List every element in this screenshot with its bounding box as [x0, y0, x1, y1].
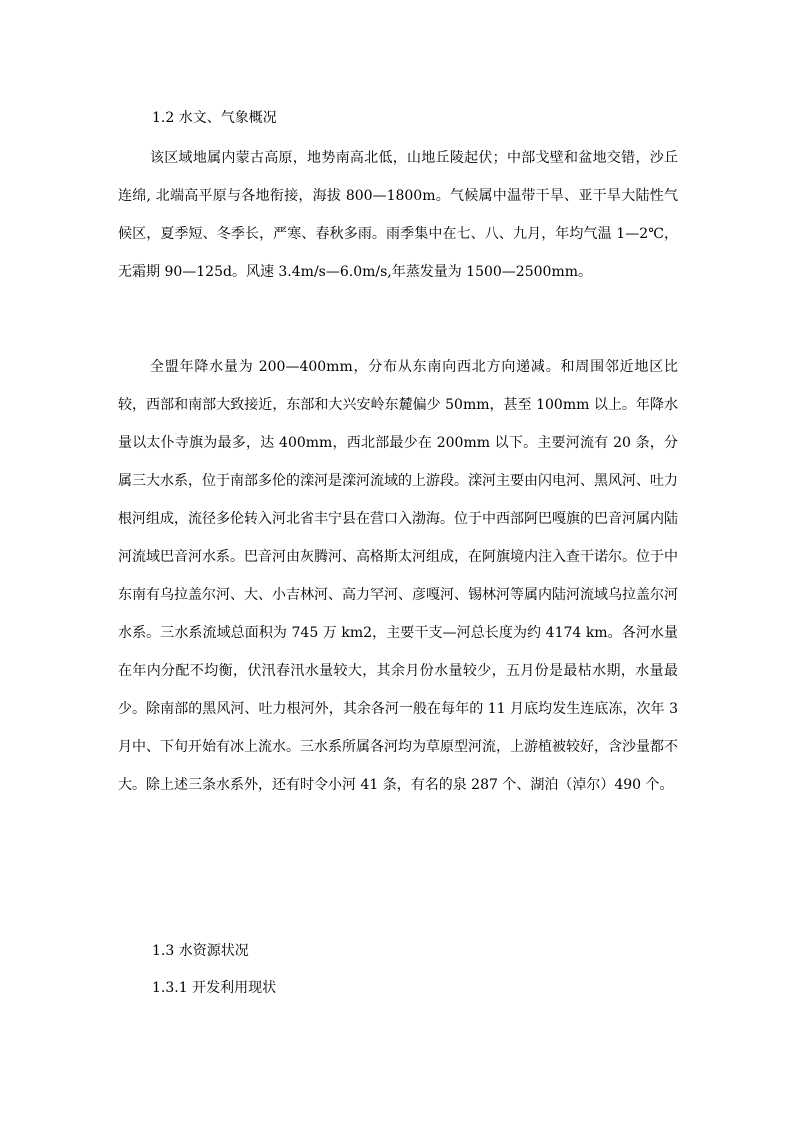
paragraph-precipitation-rivers: 全盟年降水量为 200—400mm，分布从东南向西北方向递减。和周围邻近地区比较，西部和南部大致接近，东部和大兴安岭东麓偏少 50mm，甚至 100mm 以上。年降水量以太仆寺旗为最多，达 400mm，西北部最少在 200mm 以下。主要河流有 20 条，分属三大水系，位于南部多伦的滦河是滦河流域的上游段。滦河主要由闪电河、黑风河、吐力根河组成，流径多伦转入河北省丰宁县在营口入渤海。位于中西部阿巴嘎旗的巴音河属内陆河流域巴音河水系。巴音河由灰腾河、高格斯太河组成，在阿旗境内注入查干诺尔。位于中东南有乌拉盖尔河、大、小吉林河、高力罕河、彦嘎河、锡林河等属内陆河流域乌拉盖尔河水系。三水系流域总面积为 745 万 km2，主要干支—河总长度为约 4174 km。各河水量在年内分配不均衡，伏汛春汛水量较大，其余月份水量较少，五月份是最枯水期，水量最少。除南部的黑风河、吐力根河外，其余各河一般在每年的 11 月底均发生连底冻，次年 3 月中、下旬开始有冰上流水。三水系所属各河均为草原型河流，上游植被较好，含沙量都不大。除上述三条水系外，还有时令小河 41 条，有名的泉 287 个、湖泊（淖尔）490 个。 — [118, 359, 678, 793]
section-heading-1-3-1: 1.3.1 开发利用现状 — [152, 980, 277, 996]
section-heading-1-2: 1.2 水文、气象概况 — [152, 110, 277, 126]
paragraph-hydrology-climate: 该区域地属内蒙古高原，地势南高北低，山地丘陵起伏；中部戈壁和盆地交错，沙丘连绵, 北端高平原与各地衔接，海拔 800—1800m。气候属中温带干旱、亚干旱大陆性气候区，夏季短、冬季长，严寒、春秋多雨。雨季集中在七、八、九月，年均气温 1—2℃，无霜期 90—125d。风速 3.4m/s—6.0m/s,年蒸发量为 1500—2500mm。 — [118, 150, 678, 280]
section-heading-1-3: 1.3 水资源状况 — [152, 943, 249, 959]
